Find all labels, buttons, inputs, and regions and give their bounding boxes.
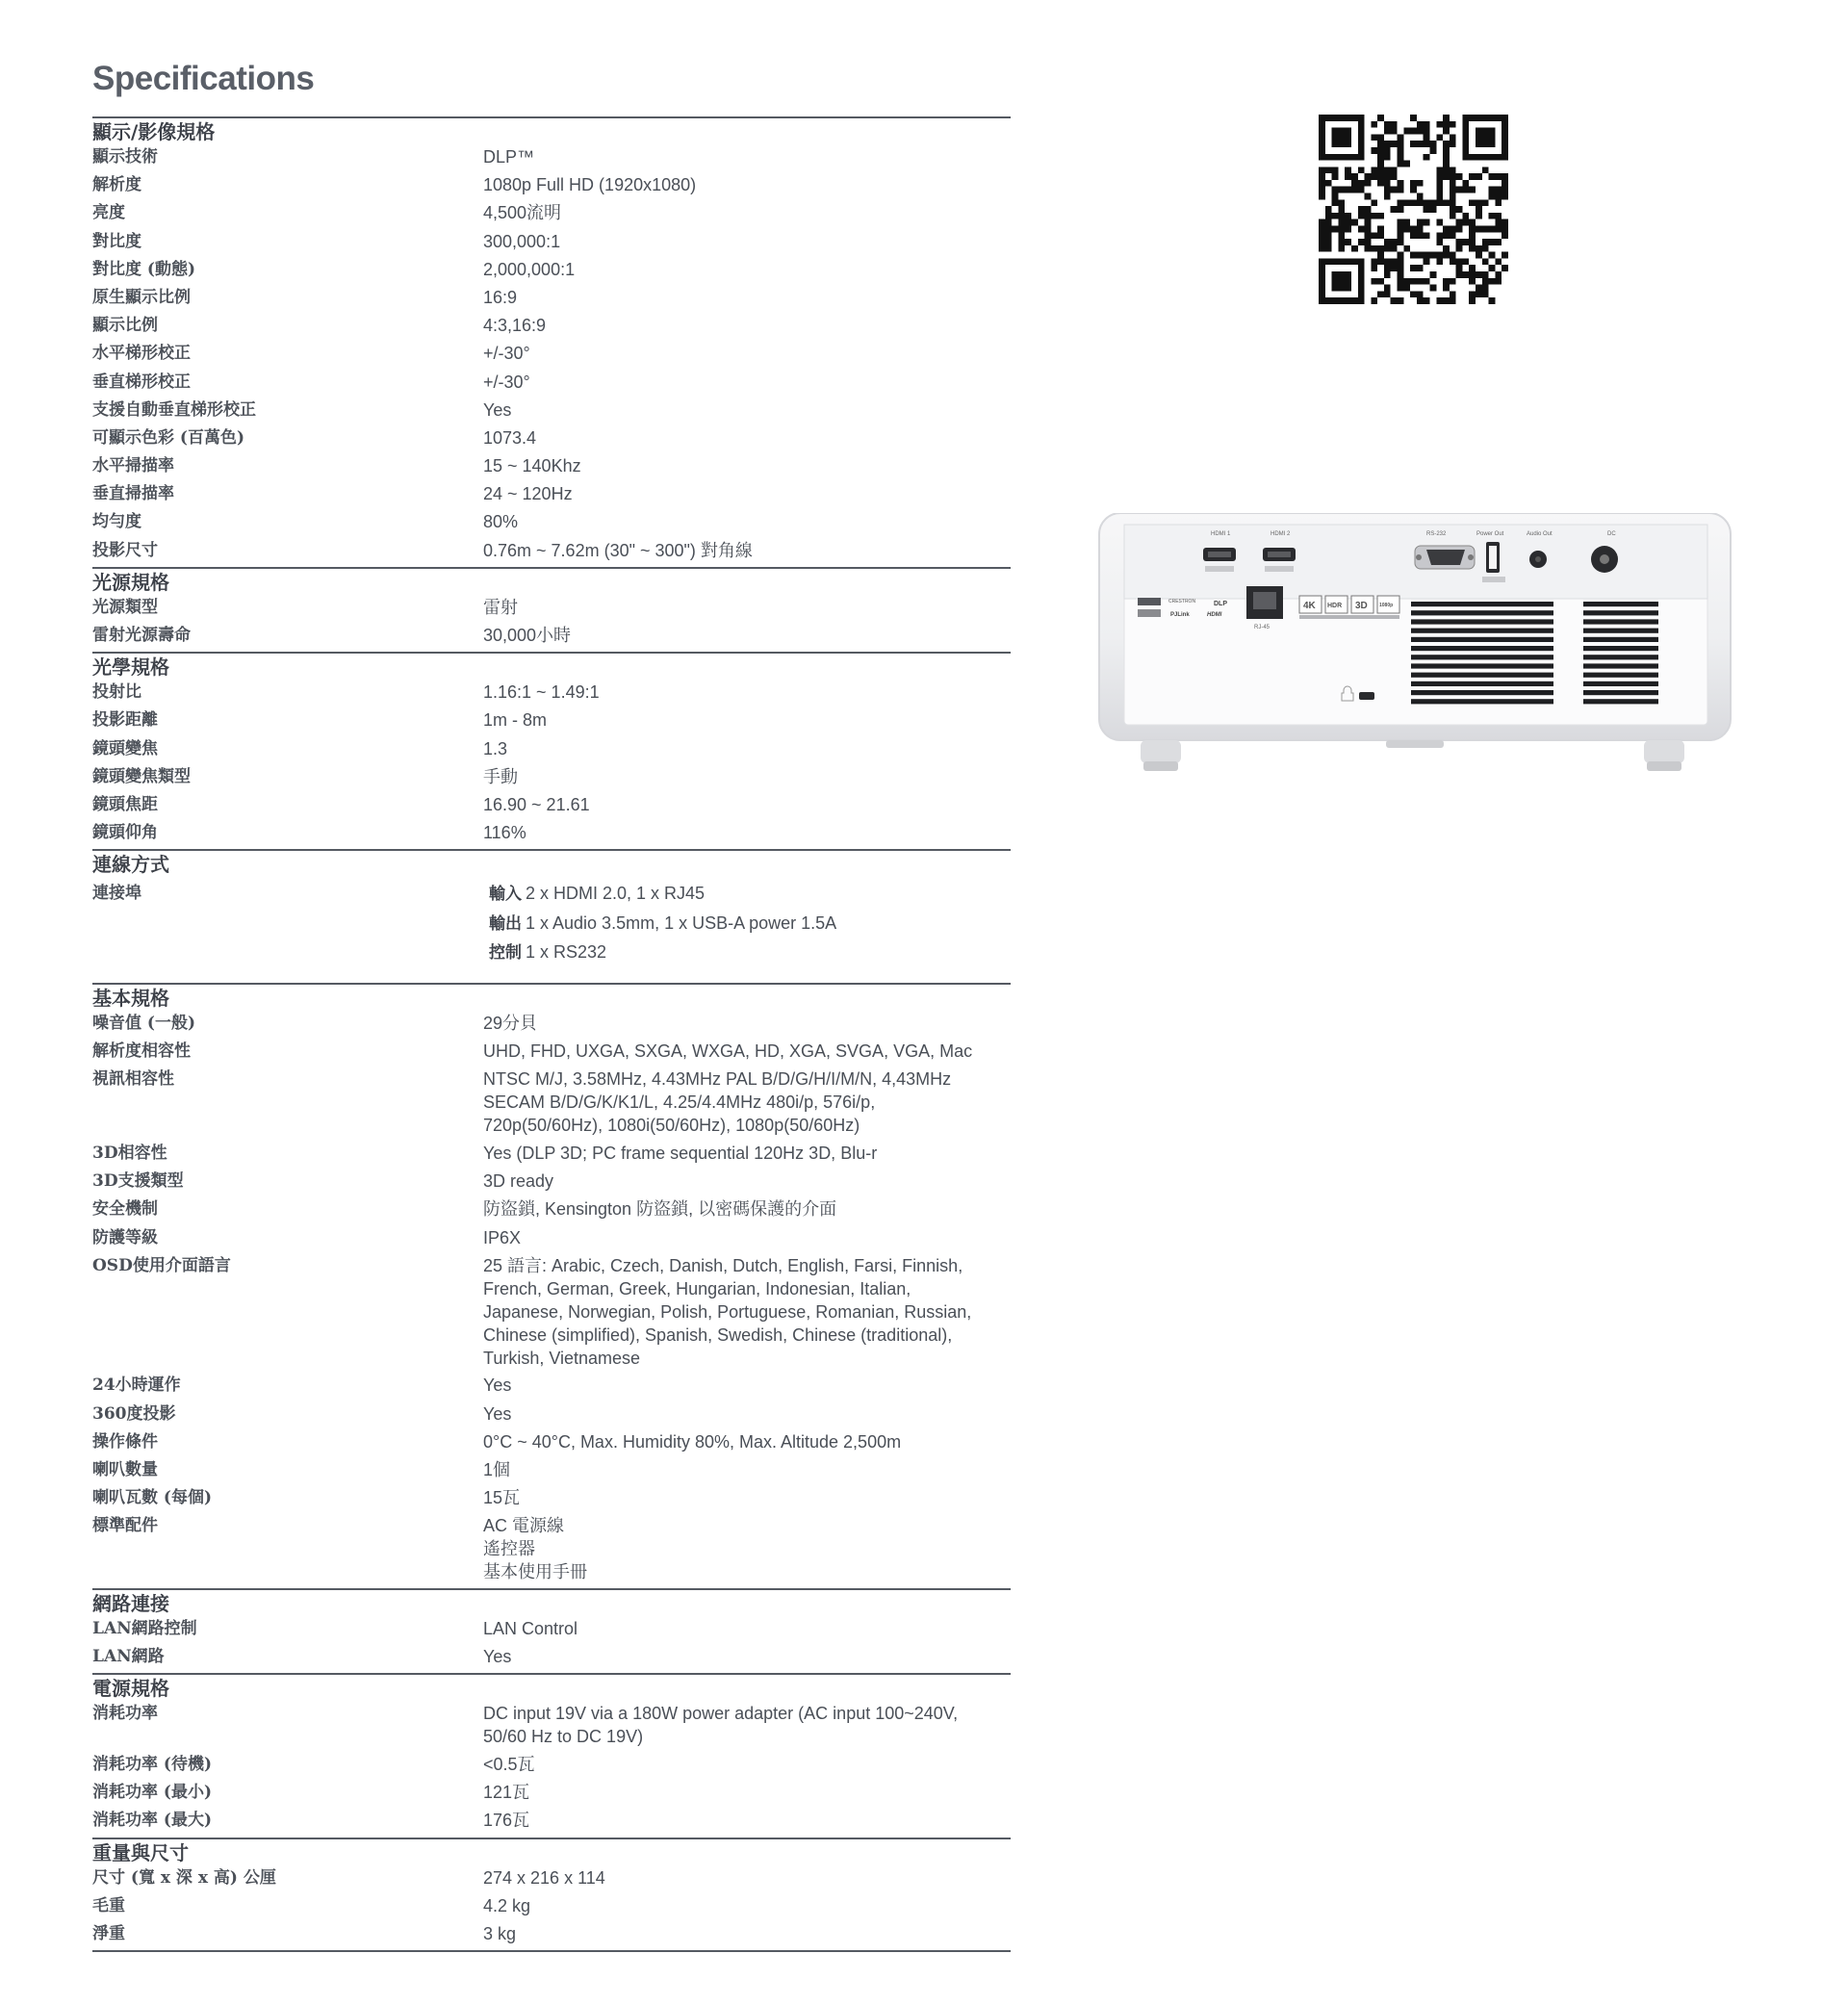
spec-value: 16.90 ~ 21.61 — [483, 794, 590, 814]
spec-row — [92, 145, 1011, 169]
spec-value: 0.76m ~ 7.62m (30" ~ 300") 對角線 — [483, 540, 753, 560]
spec-label: 鏡頭仰角 — [92, 823, 158, 843]
spec-label: 投影距離 — [92, 710, 158, 731]
spec-label: LAN網路控制 — [92, 1619, 197, 1638]
spec-value: 24 ~ 120Hz — [483, 484, 573, 504]
spec-row — [92, 398, 1011, 423]
spec-label: 可顯示色彩 (百萬色) — [92, 427, 245, 448]
spec-value: 雷射 — [483, 597, 518, 617]
spec-label: 尺寸 (寬 x 深 x 高) 公厘 — [92, 1867, 276, 1888]
hdmi2-label: HDMI 2 — [1270, 531, 1291, 537]
spec-label: 標準配件 — [92, 1516, 158, 1536]
spec-label: 噪音值 (一般) — [92, 1013, 196, 1033]
spec-value-line: Chinese (simplified), Spanish, Swedish, Chinese (traditional), — [483, 1324, 953, 1345]
spec-row — [92, 342, 1011, 366]
spec-value-line: AC 電源線 — [483, 1516, 565, 1536]
spec-label: 消耗功率 — [92, 1704, 158, 1724]
spec-row — [92, 1067, 1011, 1137]
section-title: 光學規格 — [92, 655, 169, 680]
spec-row — [92, 1374, 1011, 1398]
spec-value-line: Yes (DLP 3D; PC frame sequential 120Hz 3D, Blu-r — [483, 1143, 878, 1163]
spec-label: 鏡頭變焦 — [92, 738, 158, 758]
spec-value-line: 50/60 Hz to DC 19V) — [483, 1727, 644, 1747]
spec-label: 消耗功率 (待機) — [92, 1755, 213, 1775]
spec-row — [92, 510, 1011, 534]
spec-value: 80% — [483, 512, 519, 532]
spec-value: 116% — [483, 823, 526, 843]
spec-value: 1.3 — [483, 738, 508, 758]
spec-row — [92, 708, 1011, 733]
spec-row — [92, 765, 1011, 789]
badge-4k: 4K — [1303, 601, 1316, 611]
port-control-line — [483, 940, 1011, 965]
spec-label: 視訊相容性 — [92, 1069, 174, 1090]
spec-value — [483, 1142, 1011, 1166]
spec-value-line: 176瓦 — [483, 1811, 530, 1831]
spec-row — [92, 821, 1011, 845]
spec-row — [92, 1430, 1011, 1454]
spec-value — [483, 1402, 1011, 1427]
port-text: 1 x RS232 — [526, 941, 607, 962]
spec-label: 解析度相容性 — [92, 1041, 191, 1062]
spec-row-ports — [92, 882, 1011, 969]
port-tag: 控制 — [489, 942, 522, 963]
spec-value — [483, 1067, 1011, 1137]
spec-value — [483, 1514, 1011, 1583]
spec-row — [92, 1254, 1011, 1370]
spec-label: 均勻度 — [92, 512, 141, 532]
section-title: 重量與尺寸 — [92, 1840, 189, 1864]
spec-row — [92, 1170, 1011, 1194]
spec-label: 360度投影 — [92, 1403, 176, 1424]
spec-value-line: SECAM B/D/G/K/K1/L, 4.25/4.4MHz 480i/p, 576i/p, — [483, 1092, 876, 1113]
spec-value-line: 720p(50/60Hz), 1080i(50/60Hz), 1080p(50/60Hz) — [483, 1116, 860, 1136]
spec-value: 4.2 kg — [483, 1895, 531, 1915]
spec-row — [92, 1922, 1011, 1946]
spec-label: 3D支援類型 — [92, 1171, 184, 1192]
spec-value-line: Turkish, Vietnamese — [483, 1348, 641, 1368]
spec-value — [483, 1374, 1011, 1398]
spec-label: 毛重 — [92, 1895, 125, 1915]
spec-row — [92, 1809, 1011, 1833]
spec-value: 1073.4 — [483, 427, 537, 448]
port-tag: 輸出 — [489, 913, 522, 934]
section-title: 連線方式 — [92, 853, 169, 877]
spec-label: 支援自動垂直梯形校正 — [92, 399, 256, 420]
spec-label: 淨重 — [92, 1924, 125, 1943]
spec-row — [92, 1894, 1011, 1918]
port-tag: 輸入 — [489, 885, 522, 905]
section-connectivity — [92, 849, 1011, 969]
spec-label: 雷射光源壽命 — [92, 626, 191, 645]
section-dimensions — [92, 1838, 1011, 1953]
spec-value — [483, 1040, 1011, 1064]
spec-value-line: <0.5瓦 — [483, 1755, 535, 1775]
section-network — [92, 1588, 1011, 1669]
spec-label: 水平梯形校正 — [92, 344, 191, 364]
spec-value: Yes — [483, 399, 512, 420]
spec-value: 300,000:1 — [483, 231, 561, 251]
spec-label: 光源類型 — [92, 597, 158, 617]
spec-label: 解析度 — [92, 175, 141, 195]
spec-row — [92, 1702, 1011, 1748]
spec-value: 30,000小時 — [483, 626, 572, 645]
hdmi1-label: HDMI 1 — [1211, 531, 1231, 537]
spec-row — [92, 426, 1011, 450]
spec-value: 274 x 216 x 114 — [483, 1867, 605, 1888]
spec-row — [92, 454, 1011, 478]
spec-value — [483, 1702, 1011, 1748]
spec-value-line: 基本使用手冊 — [483, 1562, 587, 1582]
spec-value — [483, 1430, 1011, 1454]
spec-label: 投射比 — [92, 682, 141, 703]
spec-label: 亮度 — [92, 203, 125, 223]
spec-row — [92, 1753, 1011, 1777]
spec-row — [92, 1486, 1011, 1510]
section-title: 基本規格 — [92, 986, 169, 1010]
spec-value: 3 kg — [483, 1924, 517, 1943]
section-title: 光源規格 — [92, 570, 169, 594]
spec-row — [92, 1514, 1011, 1583]
spec-value: 16:9 — [483, 287, 518, 307]
spec-value — [483, 1458, 1011, 1482]
spec-label: 防護等級 — [92, 1227, 158, 1247]
spec-value-line: 3D ready — [483, 1171, 554, 1192]
spec-row — [92, 1142, 1011, 1166]
spec-value: LAN Control — [483, 1619, 578, 1638]
spec-label: 喇叭瓦數 (每個) — [92, 1488, 213, 1508]
spec-row — [92, 1197, 1011, 1221]
spec-value — [483, 1486, 1011, 1510]
spec-label: 顯示比例 — [92, 316, 158, 336]
spec-label: 投影尺寸 — [92, 540, 158, 560]
spec-value: 1m - 8m — [483, 710, 548, 731]
spec-row — [92, 1781, 1011, 1805]
spec-label: 安全機制 — [92, 1199, 158, 1220]
spec-value-line: IP6X — [483, 1227, 522, 1247]
spec-value: 4,500流明 — [483, 203, 562, 223]
spec-label: 鏡頭焦距 — [92, 794, 158, 814]
spec-row — [92, 1645, 1011, 1669]
spec-label: LAN網路 — [92, 1647, 165, 1667]
spec-label: 操作條件 — [92, 1431, 158, 1452]
spec-value: 手動 — [483, 766, 518, 786]
spec-row — [92, 793, 1011, 817]
spec-value-line: 遙控器 — [483, 1539, 535, 1559]
spec-value-line: NTSC M/J, 3.58MHz, 4.43MHz PAL B/D/G/H/I/M/N, 4,43MHz — [483, 1069, 952, 1090]
spec-value — [483, 1012, 1011, 1036]
kensington-slot — [1359, 692, 1374, 700]
section-display — [92, 116, 1011, 562]
spec-label: 鏡頭變焦類型 — [92, 766, 191, 786]
audio-out-label: Audio Out — [1527, 531, 1553, 537]
spec-row — [92, 624, 1011, 648]
page-title: Specifications — [92, 60, 315, 97]
spec-label: 對比度 — [92, 231, 141, 251]
spec-label: 原生顯示比例 — [92, 287, 191, 307]
spec-row — [92, 1617, 1011, 1641]
spec-row — [92, 681, 1011, 705]
spec-value-line: Yes — [483, 1403, 512, 1424]
spec-row — [92, 737, 1011, 761]
spec-table — [92, 116, 1011, 1952]
spec-label: 消耗功率 (最小) — [92, 1783, 213, 1803]
spec-row — [92, 258, 1011, 282]
pjlink-logo: PJLink — [1170, 612, 1190, 618]
spec-value — [483, 1226, 1011, 1250]
spec-label: 消耗功率 (最大) — [92, 1811, 213, 1831]
spec-value-line: 121瓦 — [483, 1783, 530, 1803]
spec-row — [92, 201, 1011, 225]
power-out-label: Power Out — [1476, 531, 1504, 537]
spec-value — [483, 882, 1011, 969]
qr-code — [1319, 115, 1508, 304]
spec-value-line: 防盜鎖, Kensington 防盜鎖, 以密碼保護的介面 — [483, 1199, 837, 1220]
spec-value-line: Yes — [483, 1375, 512, 1396]
port-text: 1 x Audio 3.5mm, 1 x USB-A power 1.5A — [526, 913, 837, 933]
spec-label: 顯示技術 — [92, 147, 158, 167]
spec-row — [92, 1866, 1011, 1890]
spec-row — [92, 230, 1011, 254]
spec-row — [92, 539, 1011, 563]
spec-value — [483, 1781, 1011, 1805]
spec-value: 1080p Full HD (1920x1080) — [483, 175, 697, 195]
badge-1080p: 1080p — [1379, 603, 1394, 608]
port-input-line — [483, 882, 1011, 907]
spec-row — [92, 1458, 1011, 1482]
spec-value — [483, 1254, 1011, 1370]
spec-label: 喇叭數量 — [92, 1459, 158, 1479]
spec-value — [483, 1753, 1011, 1777]
spec-label: 水平掃描率 — [92, 456, 174, 476]
spec-value-line: 29分貝 — [483, 1013, 538, 1033]
projector-rear-image — [1097, 513, 1734, 784]
spec-value: 2,000,000:1 — [483, 259, 576, 279]
spec-value — [483, 1809, 1011, 1833]
spec-row — [92, 1226, 1011, 1250]
spec-row — [92, 173, 1011, 197]
rs232-port — [1426, 550, 1465, 565]
section-basic — [92, 983, 1011, 1583]
spec-row — [92, 286, 1011, 310]
spec-value-line: UHD, FHD, UXGA, SXGA, WXGA, HD, XGA, SVGA, VGA, Mac — [483, 1041, 973, 1062]
spec-value-line: 0°C ~ 40°C, Max. Humidity 80%, Max. Altitude 2,500m — [483, 1431, 902, 1452]
badge-3d: 3D — [1355, 601, 1368, 611]
spec-value-line: 1個 — [483, 1459, 511, 1479]
spec-value: +/-30° — [483, 372, 530, 392]
badge-hdr: HDR — [1327, 603, 1343, 609]
spec-value: +/-30° — [483, 344, 530, 364]
spec-value — [483, 1170, 1011, 1194]
spec-label: 垂直掃描率 — [92, 484, 174, 504]
spec-label: 連接埠 — [92, 884, 141, 904]
spec-label: OSD使用介面語言 — [92, 1255, 231, 1275]
rs232-label: RS-232 — [1426, 531, 1447, 537]
section-power — [92, 1673, 1011, 1833]
spec-row — [92, 1040, 1011, 1064]
section-title: 顯示/影像規格 — [92, 120, 216, 143]
dlp-logo: DLP — [1214, 601, 1227, 607]
spec-value-line: 15瓦 — [483, 1488, 521, 1508]
spec-value-line: French, German, Greek, Hungarian, Indonesian, Italian, — [483, 1278, 911, 1298]
spec-row — [92, 371, 1011, 395]
spec-row — [92, 482, 1011, 506]
section-optical — [92, 652, 1011, 844]
spec-label: 24小時運作 — [92, 1375, 181, 1396]
spec-row — [92, 596, 1011, 620]
spec-row — [92, 1012, 1011, 1036]
spec-label: 3D相容性 — [92, 1143, 167, 1163]
crestron-logo: CRESTRON — [1168, 599, 1196, 604]
section-light-source — [92, 567, 1011, 648]
spec-row — [92, 1402, 1011, 1427]
spec-value — [483, 1197, 1011, 1221]
rj45-label: RJ-45 — [1254, 625, 1270, 630]
spec-value-line: DC input 19V via a 180W power adapter (AC input 100~240V, — [483, 1704, 959, 1724]
spec-value: 1.16:1 ~ 1.49:1 — [483, 682, 600, 703]
spec-value: 4:3,16:9 — [483, 316, 547, 336]
port-text: 2 x HDMI 2.0, 1 x RJ45 — [526, 884, 706, 904]
section-title: 網路連接 — [92, 1592, 169, 1615]
spec-value: DLP™ — [483, 147, 535, 167]
section-title: 電源規格 — [92, 1677, 169, 1701]
hdmi-logo: HDMI — [1207, 612, 1222, 618]
spec-value-line: Japanese, Norwegian, Polish, Portuguese, Romanian, Russian, — [483, 1301, 972, 1322]
dc-label: DC — [1607, 531, 1616, 537]
port-output-line — [483, 912, 1011, 937]
spec-value: 15 ~ 140Khz — [483, 456, 581, 476]
spec-row — [92, 314, 1011, 338]
spec-value: Yes — [483, 1647, 512, 1667]
spec-label: 對比度 (動態) — [92, 259, 196, 279]
spec-label: 垂直梯形校正 — [92, 372, 191, 392]
spec-value-line: 25 語言: Arabic, Czech, Danish, Dutch, English, Farsi, Finnish, — [483, 1255, 963, 1275]
